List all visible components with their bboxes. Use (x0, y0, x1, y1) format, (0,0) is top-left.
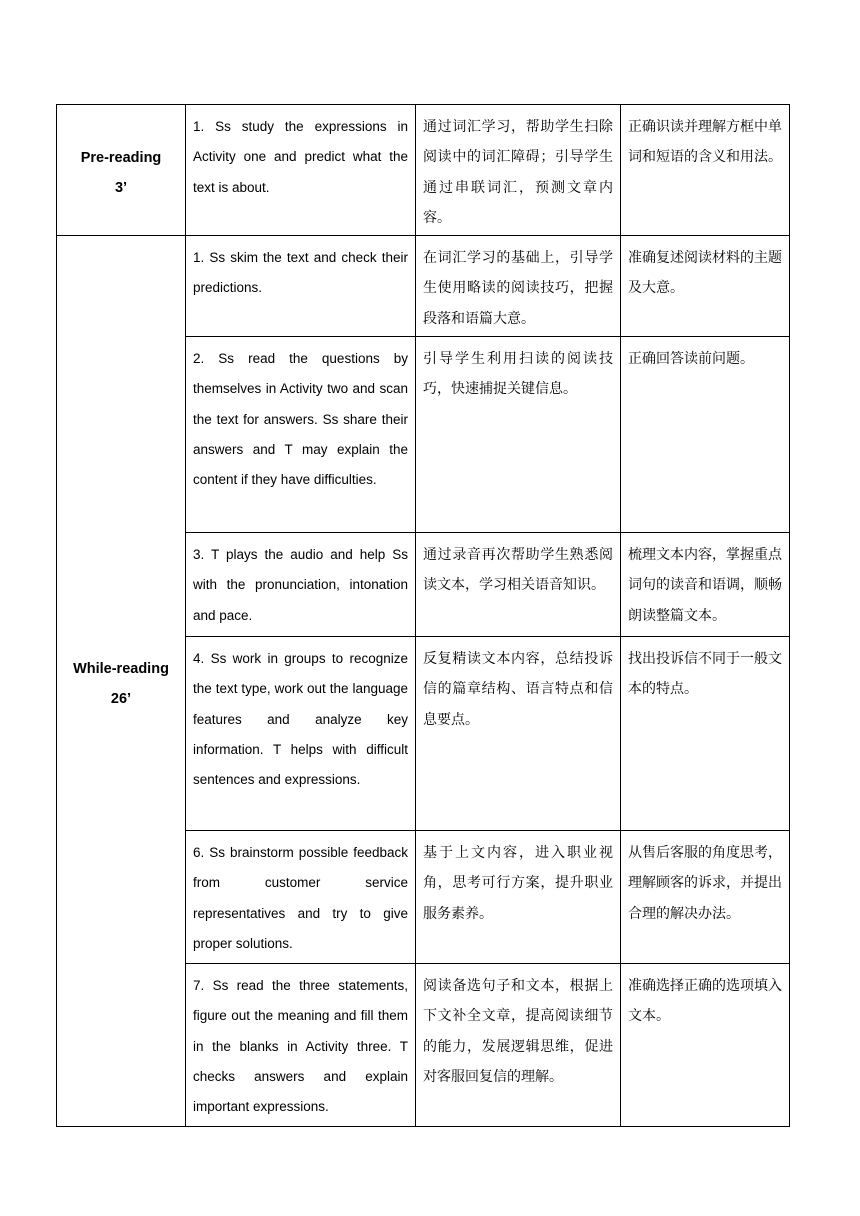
table-row (57, 236, 790, 337)
lesson-plan-table (56, 104, 790, 1127)
purpose-cell: 通过词汇学习，帮助学生扫除阅读中的词汇障碍；引导学生通过串联词汇，预测文章内容。 (416, 105, 621, 236)
outcome-cell: 准确选择正确的选项填入文本。 (621, 964, 790, 1127)
outcome-cell: 找出投诉信不同于一般文本的特点。 (621, 637, 790, 831)
purpose-cell: 基于上文内容，进入职业视角，思考可行方案，提升职业服务素养。 (416, 831, 621, 964)
activity-cell: 6. Ss brainstorm possible feedback from customer service representatives and try to give proper solutions. (186, 831, 416, 964)
outcome-cell: 准确复述阅读材料的主题及大意。 (621, 236, 790, 337)
stage-time: 3’ (114, 179, 128, 196)
outcome-cell: 从售后客服的角度思考，理解顾客的诉求，并提出合理的解决办法。 (621, 831, 790, 964)
purpose-cell: 在词汇学习的基础上，引导学生使用略读的阅读技巧，把握段落和语篇大意。 (416, 236, 621, 337)
stage-cell-while-reading (57, 236, 186, 1127)
activity-cell: 1. Ss study the expressions in Activity one and predict what the text is about. (186, 105, 416, 236)
purpose-cell: 通过录音再次帮助学生熟悉阅读文本，学习相关语音知识。 (416, 533, 621, 637)
stage-name: Pre-reading (80, 149, 162, 166)
outcome-cell: 正确回答读前问题。 (621, 337, 790, 533)
outcome-cell: 梳理文本内容，掌握重点词句的读音和语调，顺畅朗读整篇文本。 (621, 533, 790, 637)
purpose-cell: 引导学生利用扫读的阅读技巧，快速捕捉关键信息。 (416, 337, 621, 533)
activity-cell: 2. Ss read the questions by themselves in Activity two and scan the text for answers. Ss share their answers and T may explain the content if they have difficulties. (186, 337, 416, 533)
purpose-cell: 阅读备选句子和文本，根据上下文补全文章，提高阅读细节的能力，发展逻辑思维，促进对客服回复信的理解。 (416, 964, 621, 1127)
stage-name: While-reading (73, 660, 169, 677)
activity-cell: 7. Ss read the three statements, figure out the meaning and fill them in the blanks in Activity three. T checks answers and explain important expressions. (186, 964, 416, 1127)
outcome-cell: 正确识读并理解方框中单词和短语的含义和用法。 (621, 105, 790, 236)
table-row (57, 105, 790, 236)
stage-time: 26’ (110, 690, 132, 707)
stage-cell-pre-reading (57, 105, 186, 236)
activity-cell: 3. T plays the audio and help Ss with the pronunciation, intonation and pace. (186, 533, 416, 637)
activity-cell: 1. Ss skim the text and check their predictions. (186, 236, 416, 337)
activity-cell: 4. Ss work in groups to recognize the text type, work out the language features and analyze key information. T helps with difficult sentences and expressions. (186, 637, 416, 831)
purpose-cell: 反复精读文本内容，总结投诉信的篇章结构、语言特点和信息要点。 (416, 637, 621, 831)
